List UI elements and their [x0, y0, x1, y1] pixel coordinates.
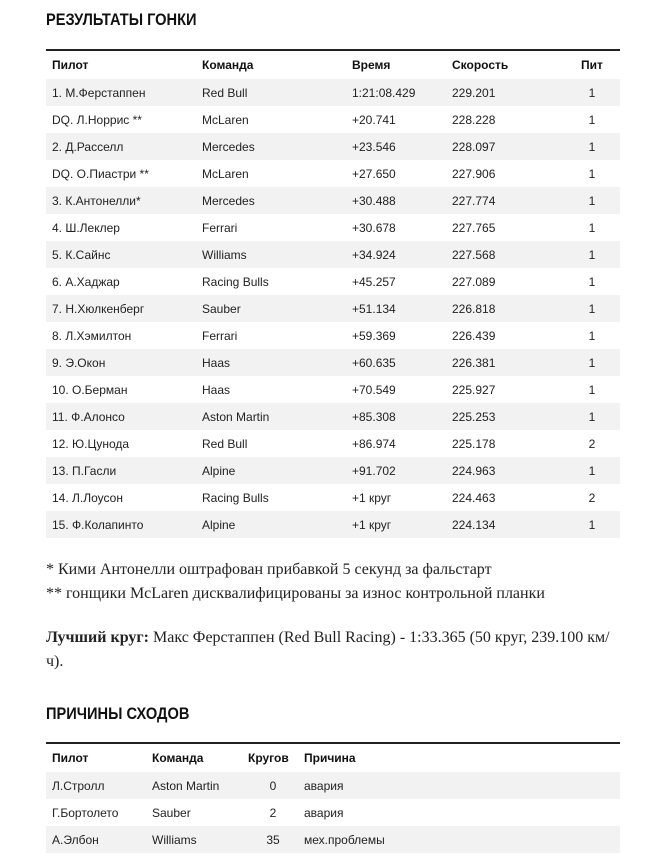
cell-driver: 2. Д.Расселл [46, 133, 196, 160]
cell-team: Haas [196, 376, 346, 403]
table-row [46, 160, 620, 187]
table-row [46, 79, 620, 106]
footnote-antonelli: * Кими Антонелли оштрафован прибавкой 5 секунд за фальстарт [46, 561, 492, 578]
cell-laps: 35 [242, 826, 298, 853]
table-row [46, 241, 620, 268]
table-row [46, 214, 620, 241]
dnf-header-laps: Кругов [242, 743, 298, 772]
cell-time: +34.924 [346, 241, 446, 268]
cell-driver: Г.Бортолето [46, 799, 146, 826]
dnf-header-reason: Причина [298, 743, 620, 772]
cell-speed: 225.178 [446, 430, 558, 457]
cell-team: Mercedes [196, 187, 346, 214]
fastest-lap-label: Лучший круг: [46, 629, 149, 646]
cell-driver: 14. Л.Лоусон [46, 484, 196, 511]
cell-driver: 5. К.Сайнс [46, 241, 196, 268]
cell-speed: 227.774 [446, 187, 558, 214]
cell-time: +1 круг [346, 484, 446, 511]
cell-team: Racing Bulls [196, 268, 346, 295]
cell-speed: 225.253 [446, 403, 558, 430]
table-row [46, 772, 620, 799]
cell-pit: 1 [558, 106, 620, 133]
cell-driver: 4. Ш.Леклер [46, 214, 196, 241]
table-row [46, 187, 620, 214]
cell-speed: 227.765 [446, 214, 558, 241]
cell-pit: 1 [558, 403, 620, 430]
cell-time: +20.741 [346, 106, 446, 133]
cell-pit: 1 [558, 241, 620, 268]
cell-driver: 9. Э.Окон [46, 349, 196, 376]
cell-laps: 0 [242, 772, 298, 799]
table-row [46, 295, 620, 322]
cell-driver: А.Элбон [46, 826, 146, 853]
footnotes [46, 558, 626, 606]
dnf-header-team: Команда [146, 743, 242, 772]
cell-driver: 7. Н.Хюлкенберг [46, 295, 196, 322]
cell-speed: 228.097 [446, 133, 558, 160]
cell-team: Ferrari [196, 322, 346, 349]
cell-team: Aston Martin [146, 772, 242, 799]
cell-pit: 1 [558, 322, 620, 349]
table-row [46, 133, 620, 160]
fastest-lap [46, 626, 626, 674]
cell-team: Mercedes [196, 133, 346, 160]
cell-team: Alpine [196, 457, 346, 484]
cell-speed: 226.818 [446, 295, 558, 322]
cell-time: +60.635 [346, 349, 446, 376]
footnote-mclaren: ** гонщики McLaren дисквалифицированы за износ контрольной планки [46, 585, 545, 602]
cell-driver: 15. Ф.Колапинто [46, 511, 196, 538]
cell-team: Sauber [146, 799, 242, 826]
cell-team: Haas [196, 349, 346, 376]
table-row [46, 268, 620, 295]
cell-speed: 226.381 [446, 349, 558, 376]
cell-team: Alpine [196, 511, 346, 538]
table-row [46, 106, 620, 133]
header-driver: Пилот [46, 50, 196, 79]
cell-team: Red Bull [196, 430, 346, 457]
cell-speed: 224.134 [446, 511, 558, 538]
cell-driver: DQ. Л.Норрис ** [46, 106, 196, 133]
cell-time: +1 круг [346, 511, 446, 538]
cell-driver: 1. М.Ферстаппен [46, 79, 196, 106]
cell-speed: 228.228 [446, 106, 558, 133]
cell-time: +85.308 [346, 403, 446, 430]
cell-driver: Л.Стролл [46, 772, 146, 799]
dnf-header-driver: Пилот [46, 743, 146, 772]
cell-time: 1:21:08.429 [346, 79, 446, 106]
cell-time: +91.702 [346, 457, 446, 484]
cell-driver: DQ. О.Пиастри ** [46, 160, 196, 187]
table-row [46, 484, 620, 511]
cell-speed: 227.089 [446, 268, 558, 295]
cell-pit: 1 [558, 133, 620, 160]
cell-pit: 1 [558, 349, 620, 376]
cell-reason: мех.проблемы [298, 826, 620, 853]
cell-team: Ferrari [196, 214, 346, 241]
cell-time: +30.678 [346, 214, 446, 241]
header-pit: Пит [558, 50, 620, 79]
table-row [46, 322, 620, 349]
table-row [46, 457, 620, 484]
cell-pit: 1 [558, 214, 620, 241]
table-row [46, 799, 620, 826]
header-time: Время [346, 50, 446, 79]
cell-team: McLaren [196, 106, 346, 133]
cell-pit: 1 [558, 268, 620, 295]
cell-speed: 227.568 [446, 241, 558, 268]
cell-time: +86.974 [346, 430, 446, 457]
table-row [46, 349, 620, 376]
dnf-table [46, 742, 620, 853]
table-row [46, 826, 620, 853]
cell-driver: 12. Ю.Цунода [46, 430, 196, 457]
results-table [46, 49, 620, 538]
cell-time: +23.546 [346, 133, 446, 160]
cell-speed: 227.906 [446, 160, 558, 187]
dnf-title: ПРИЧИНЫ СХОДОВ [46, 704, 190, 723]
fastest-lap-text: Макс Ферстаппен (Red Bull Racing) - 1:33.365 (50 круг, 239.100 км/ч). [46, 629, 610, 670]
cell-driver: 6. А.Хаджар [46, 268, 196, 295]
results-title: РЕЗУЛЬТАТЫ ГОНКИ [46, 10, 197, 29]
cell-driver: 11. Ф.Алонсо [46, 403, 196, 430]
cell-team: Racing Bulls [196, 484, 346, 511]
cell-team: McLaren [196, 160, 346, 187]
cell-pit: 1 [558, 187, 620, 214]
cell-time: +27.650 [346, 160, 446, 187]
results-header-row [46, 50, 620, 79]
cell-pit: 1 [558, 457, 620, 484]
cell-team: Red Bull [196, 79, 346, 106]
cell-time: +51.134 [346, 295, 446, 322]
cell-reason: авария [298, 799, 620, 826]
cell-pit: 2 [558, 430, 620, 457]
cell-pit: 1 [558, 79, 620, 106]
cell-pit: 2 [558, 484, 620, 511]
cell-time: +70.549 [346, 376, 446, 403]
cell-speed: 226.439 [446, 322, 558, 349]
cell-team: Williams [196, 241, 346, 268]
cell-time: +30.488 [346, 187, 446, 214]
cell-laps: 2 [242, 799, 298, 826]
cell-pit: 1 [558, 376, 620, 403]
cell-speed: 229.201 [446, 79, 558, 106]
cell-pit: 1 [558, 295, 620, 322]
cell-driver: 13. П.Гасли [46, 457, 196, 484]
cell-speed: 224.463 [446, 484, 558, 511]
cell-speed: 225.927 [446, 376, 558, 403]
table-row [46, 403, 620, 430]
cell-time: +59.369 [346, 322, 446, 349]
header-speed: Скорость [446, 50, 558, 79]
table-row [46, 430, 620, 457]
cell-driver: 10. О.Берман [46, 376, 196, 403]
table-row [46, 511, 620, 538]
cell-driver: 8. Л.Хэмилтон [46, 322, 196, 349]
dnf-header-row [46, 743, 620, 772]
cell-reason: авария [298, 772, 620, 799]
cell-pit: 1 [558, 160, 620, 187]
cell-pit: 1 [558, 511, 620, 538]
cell-team: Sauber [196, 295, 346, 322]
cell-team: Aston Martin [196, 403, 346, 430]
cell-speed: 224.963 [446, 457, 558, 484]
table-row [46, 376, 620, 403]
header-team: Команда [196, 50, 346, 79]
cell-driver: 3. К.Антонелли* [46, 187, 196, 214]
cell-time: +45.257 [346, 268, 446, 295]
cell-team: Williams [146, 826, 242, 853]
